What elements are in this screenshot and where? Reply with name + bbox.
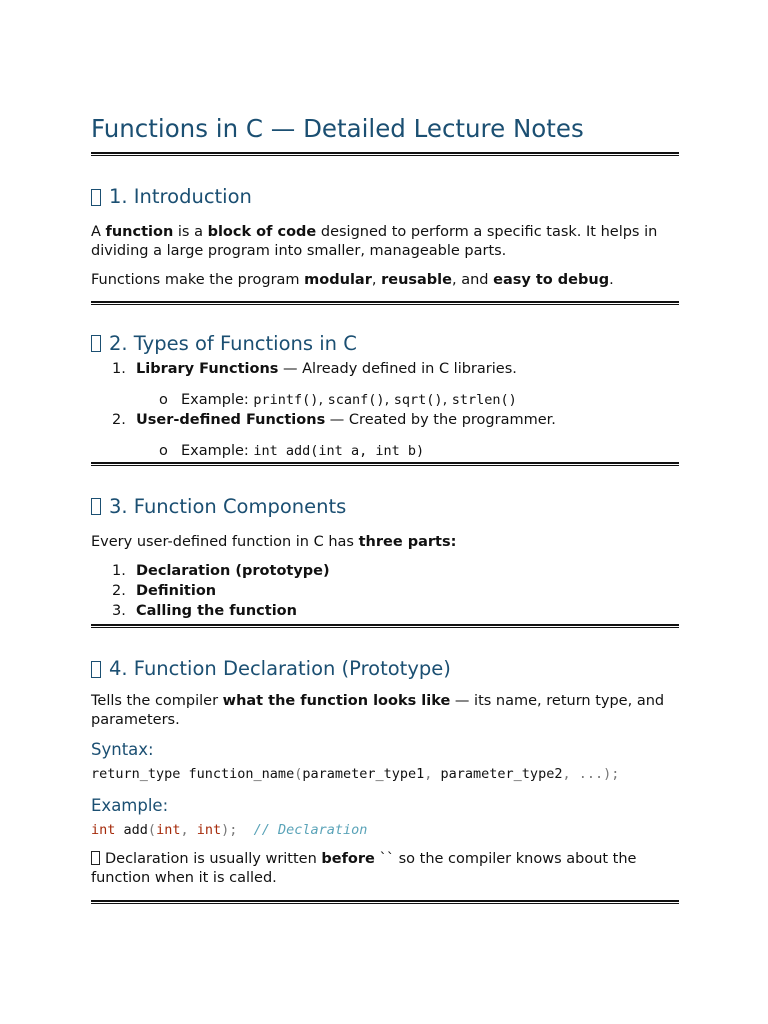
text: Declaration is usually written <box>105 851 322 867</box>
text: Functions make the program <box>91 272 305 288</box>
divider <box>91 462 679 466</box>
code-token: return_type function_name <box>91 766 295 782</box>
code-token: , <box>180 822 197 838</box>
paragraph <box>91 692 679 729</box>
example-bullet <box>91 441 679 461</box>
text: Tells the compiler <box>91 693 223 709</box>
code-token: parameter_type1 <box>302 766 425 782</box>
section-heading-types <box>91 331 679 357</box>
bold-text: three parts: <box>358 533 457 550</box>
section-heading-text: 2. Types of Functions in C <box>109 331 357 355</box>
divider <box>91 301 679 305</box>
text: Example: <box>181 391 254 408</box>
list-item <box>91 601 679 621</box>
text: , <box>318 391 328 408</box>
divider <box>91 152 679 156</box>
types-list <box>91 359 679 461</box>
list-number: 2. <box>112 411 126 428</box>
text: . <box>609 272 614 288</box>
example-bullet <box>91 390 679 410</box>
bold-text: Library Functions <box>136 360 279 377</box>
page-title: Functions in C — Detailed Lecture Notes <box>91 114 584 143</box>
syntax-code <box>91 765 679 783</box>
section-heading-introduction <box>91 184 679 210</box>
text: Example: <box>181 442 254 459</box>
bold-text: what the function looks like <box>222 693 451 709</box>
text: — Already defined in C libraries. <box>278 360 517 377</box>
code-keyword: int <box>156 822 181 838</box>
section-heading-text: 3. Function Components <box>109 494 347 518</box>
bold-text: Calling the function <box>136 603 297 619</box>
text: , <box>371 272 382 288</box>
text: — its name, return type, and parameters. <box>91 693 665 728</box>
code-token: parameter_type2 <box>440 766 563 782</box>
bold-text: block of code <box>207 224 317 240</box>
section-heading-text: 4. Function Declaration (Prototype) <box>109 657 451 680</box>
inline-code: strlen() <box>451 391 517 408</box>
inline-code: printf() <box>253 391 319 408</box>
code-comment: // Declaration <box>253 822 368 838</box>
note-paragraph <box>91 850 679 887</box>
text: — Created by the programmer. <box>325 411 556 428</box>
text: , <box>384 391 394 408</box>
code-token <box>237 822 253 838</box>
list-number: 2. <box>112 583 126 599</box>
missing-glyph-icon <box>91 498 101 515</box>
example-heading: Example: <box>91 796 169 815</box>
document <box>91 112 679 904</box>
text: designed to perform a specific task. It helps in dividing a large program into smaller, manageable parts. <box>91 224 658 259</box>
list-item <box>91 561 679 581</box>
text: is a <box>173 224 208 240</box>
example-code <box>91 821 679 839</box>
list-number: 3. <box>112 603 126 619</box>
code-token: add <box>123 822 148 838</box>
text: , and <box>452 272 494 288</box>
bold-text: User-defined Functions <box>136 411 326 428</box>
bold-text: modular <box>304 272 372 288</box>
bullet-mark: o <box>159 391 168 408</box>
bold-text: Definition <box>136 583 217 599</box>
missing-glyph-icon <box>91 335 101 352</box>
bold-text: easy to debug <box>493 272 610 288</box>
missing-glyph-icon <box>91 661 101 678</box>
components-list <box>91 561 679 621</box>
bold-text: reusable <box>381 272 452 288</box>
divider <box>91 900 679 904</box>
inline-code: scanf() <box>327 391 385 408</box>
bold-text: before <box>321 851 375 867</box>
code-token: ); <box>221 822 238 838</box>
paragraph <box>91 533 679 552</box>
list-item <box>91 581 679 601</box>
list-item <box>91 410 679 461</box>
missing-glyph-icon <box>91 189 101 206</box>
paragraph <box>91 271 679 290</box>
code-token <box>115 822 123 838</box>
list-number: 1. <box>112 563 126 579</box>
code-token: , <box>424 766 441 782</box>
code-token: ( <box>147 822 157 838</box>
code-token: ( <box>294 766 303 782</box>
inline-code: int add(int a, int b) <box>253 442 425 459</box>
missing-glyph-icon <box>91 851 100 865</box>
inline-code: sqrt() <box>393 391 443 408</box>
code-keyword: int <box>196 822 222 838</box>
list-number: 1. <box>112 360 126 377</box>
text: `` so the compiler knows about the function when it is called. <box>91 851 637 886</box>
section-heading-declaration <box>91 656 679 682</box>
syntax-heading: Syntax: <box>91 740 154 759</box>
bold-text: function <box>105 224 174 240</box>
text: A <box>91 224 106 240</box>
list-item <box>91 359 679 410</box>
bullet-mark: o <box>159 442 168 459</box>
section-heading-text: 1. Introduction <box>109 185 252 208</box>
section-heading-components <box>91 494 679 520</box>
code-token: , ...); <box>562 766 620 782</box>
paragraph <box>91 223 679 260</box>
divider <box>91 624 679 628</box>
text: Every user-defined function in C has <box>91 533 359 550</box>
bold-text: Declaration (prototype) <box>136 563 330 579</box>
code-keyword: int <box>91 822 116 838</box>
text: , <box>442 391 452 408</box>
